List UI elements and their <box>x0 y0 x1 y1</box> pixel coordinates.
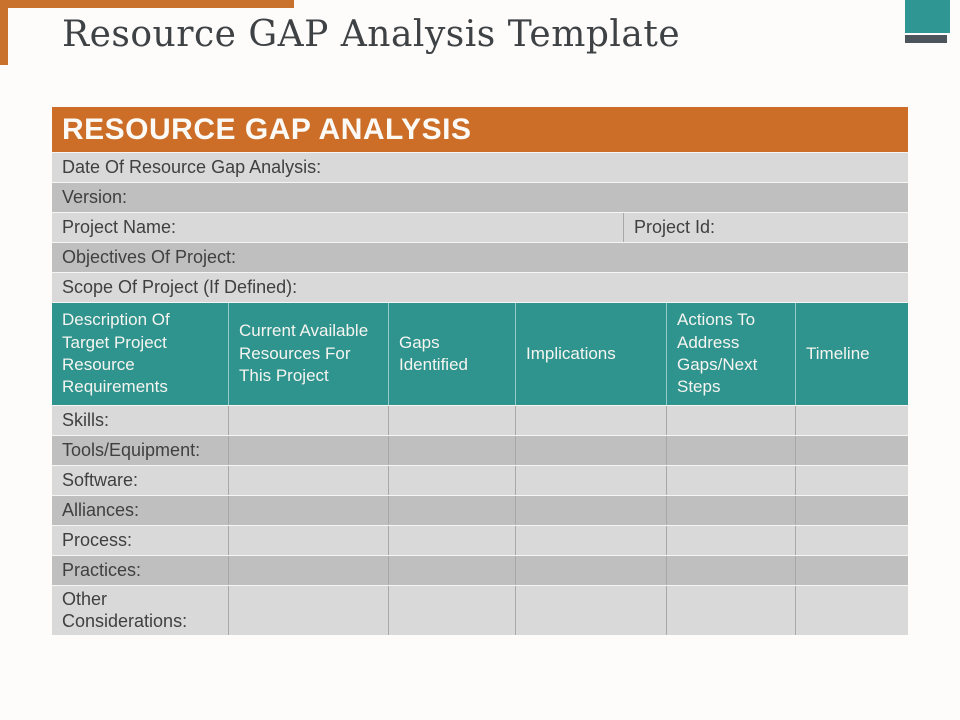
empty-cell <box>515 556 666 585</box>
empty-cell <box>515 526 666 555</box>
slide-title: Resource GAP Analysis Template <box>62 14 681 55</box>
row-label: Other Considerations: <box>62 588 188 631</box>
col-header-timeline: Timeline <box>795 303 908 405</box>
row-label: Process: <box>62 529 133 550</box>
corner-teal-square <box>905 0 950 33</box>
empty-cell <box>228 436 388 465</box>
empty-cell <box>228 586 388 635</box>
info-row-version: Version: <box>52 182 908 212</box>
accent-bar-top <box>0 0 294 8</box>
empty-cell <box>388 406 515 435</box>
body-row-alliances <box>52 495 908 525</box>
resource-gap-table <box>52 107 908 635</box>
info-row-objectives: Objectives Of Project: <box>52 242 908 272</box>
col-header-description: Description Of Target Project Resource Requirements <box>62 310 170 397</box>
body-row-practices <box>52 555 908 585</box>
empty-cell <box>228 526 388 555</box>
empty-cell <box>666 436 795 465</box>
row-label: Practices: <box>62 559 142 580</box>
empty-cell <box>795 406 908 435</box>
col-header-actions: Actions To Address Gaps/Next Steps <box>666 303 795 405</box>
col-header-gaps-identified: Gaps Identified <box>388 303 515 405</box>
row-label: Software: <box>62 469 139 490</box>
empty-cell <box>666 556 795 585</box>
empty-cell <box>666 586 795 635</box>
empty-cell <box>795 586 908 635</box>
empty-cell <box>228 496 388 525</box>
empty-cell <box>795 556 908 585</box>
info-row-project <box>52 212 908 242</box>
empty-cell <box>666 496 795 525</box>
body-row-software <box>52 465 908 495</box>
empty-cell <box>388 496 515 525</box>
col-header-current-resources: Current Available Resources For This Project <box>228 303 388 405</box>
empty-cell <box>515 466 666 495</box>
empty-cell <box>228 556 388 585</box>
body-row-tools-equipment <box>52 435 908 465</box>
column-header-row <box>52 302 908 405</box>
body-row-process <box>52 525 908 555</box>
row-label: Skills: <box>62 409 110 430</box>
empty-cell <box>666 526 795 555</box>
empty-cell <box>228 466 388 495</box>
row-label: Tools/Equipment: <box>62 439 201 460</box>
empty-cell <box>515 586 666 635</box>
row-label: Alliances: <box>62 499 140 520</box>
info-row-date: Date Of Resource Gap Analysis: <box>52 152 908 182</box>
empty-cell <box>515 496 666 525</box>
empty-cell <box>388 586 515 635</box>
empty-cell <box>515 436 666 465</box>
empty-cell <box>515 406 666 435</box>
empty-cell <box>388 526 515 555</box>
empty-cell <box>388 436 515 465</box>
project-id-cell: Project Id: <box>623 213 908 242</box>
empty-cell <box>388 466 515 495</box>
corner-gray-bar <box>905 35 947 43</box>
empty-cell <box>795 496 908 525</box>
empty-cell <box>228 406 388 435</box>
empty-cell <box>388 556 515 585</box>
body-row-skills <box>52 405 908 435</box>
empty-cell <box>795 466 908 495</box>
project-name-cell: Project Name: <box>62 217 177 237</box>
body-row-other-considerations <box>52 585 908 635</box>
col-header-implications: Implications <box>515 303 666 405</box>
empty-cell <box>666 466 795 495</box>
empty-cell <box>795 526 908 555</box>
accent-bar-left <box>0 0 8 65</box>
info-row-scope: Scope Of Project (If Defined): <box>52 272 908 302</box>
table-banner: RESOURCE GAP ANALYSIS <box>52 107 908 152</box>
empty-cell <box>795 436 908 465</box>
empty-cell <box>666 406 795 435</box>
